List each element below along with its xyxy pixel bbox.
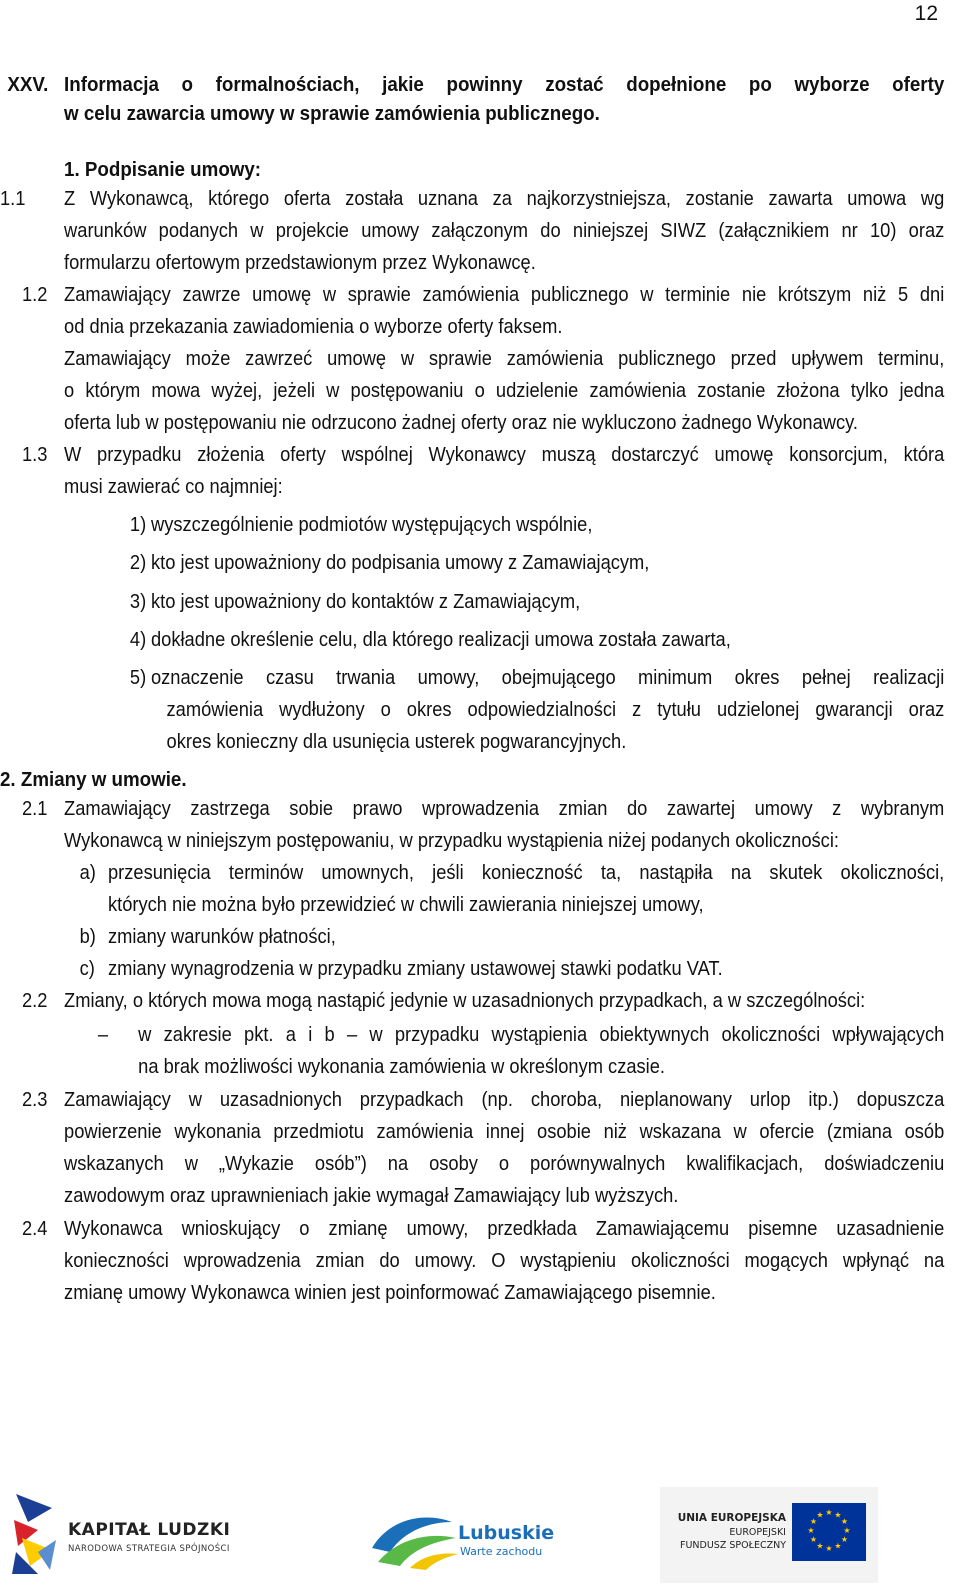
p-2-4-line-1: Wykonawca wnioskujący o zmianę umowy, przedkłada Zamawiającemu pisemne uzasadnienie xyxy=(64,1218,945,1240)
dash-line-1: w zakresie pkt. a i b – w przypadku wystąpienia obiektywnych okoliczności wpływających xyxy=(138,1024,945,1046)
p-1-2-line-5: oferta lub w postępowaniu nie odrzucono żadnej oferty oraz nie wykluczono żadnego Wykonawcy. xyxy=(64,412,859,434)
svg-text:★: ★ xyxy=(816,1541,824,1551)
num-2-2: 2.2 xyxy=(21,990,48,1012)
lubuskie-title: Lubuskie xyxy=(458,1522,555,1544)
svg-text:★: ★ xyxy=(840,1535,849,1544)
p-2-1-line-2: Wykonawcą w niniejszym postępowaniu, w przypadku wystąpienia niżej podanych okoliczności: xyxy=(64,830,839,852)
list-item-line-1: oznaczenie czasu trwania umowy, obejmującego minimum okres pełnej realizacji xyxy=(150,667,945,689)
heading-changes: 2. Zmiany w umowie. xyxy=(0,768,187,791)
list-letter: c) xyxy=(79,958,95,980)
list-item: wyszczególnienie podmiotów występujących wspólnie, xyxy=(150,514,593,536)
eu-line-3: FUNDUSZ SPOŁECZNY xyxy=(680,1540,786,1551)
list-item-line-2: zamówienia wydłużony o okres odpowiedzialności z tytułu udzielonej gwarancji oraz xyxy=(166,699,945,721)
p-1-1-line-2: warunków podanych w projekcie umowy załączonym do niniejszej SIWZ (załącznikiem nr 10) oraz xyxy=(64,220,945,242)
p-1-3-line-2: musi zawierać co najmniej: xyxy=(64,476,283,498)
list-num: 4) xyxy=(129,629,147,651)
p-2-4-line-3: zmianę umowy Wykonawca winien jest poinformować Zamawiającego pisemnie. xyxy=(64,1282,716,1304)
num-1-1: 1.1 xyxy=(0,188,26,210)
kapital-ludzki-star-icon xyxy=(8,1490,58,1576)
svg-text:★: ★ xyxy=(825,1544,833,1553)
lubuskie-subtitle: Warte zachodu xyxy=(460,1545,543,1558)
heading-signing: 1. Podpisanie umowy: xyxy=(64,158,262,181)
num-1-3: 1.3 xyxy=(21,444,48,466)
eu-title: UNIA EUROPEJSKA xyxy=(677,1512,786,1524)
svg-text:★: ★ xyxy=(816,1510,824,1520)
kapital-ludzki-subtitle: NARODOWA STRATEGIA SPÓJNOŚCI xyxy=(68,1544,230,1554)
list-item: dokładne określenie celu, dla którego realizacji umowa została zawarta, xyxy=(150,629,731,651)
num-2-1: 2.1 xyxy=(21,798,48,820)
svg-text:★: ★ xyxy=(825,1508,833,1517)
svg-text:★: ★ xyxy=(809,1535,818,1544)
section-title-line-1: Informacja o formalnościach, jakie powinny zostać dopełnione po wyborze oferty xyxy=(64,73,945,96)
eu-line-2: EUROPEJSKI xyxy=(729,1527,786,1538)
svg-text:★: ★ xyxy=(809,1517,818,1526)
eu-efs-logo xyxy=(660,1487,878,1583)
p-1-2-line-4: o którym mowa wyżej, jeżeli w postępowaniu o udzielenie zamówienia zostanie złożona tylko jedna xyxy=(64,380,945,402)
kapital-ludzki-logo xyxy=(8,1490,233,1580)
list-item-line-1: przesunięcia terminów umownych, jeśli konieczność ta, nastąpiła na skutek okoliczności, xyxy=(107,862,945,884)
list-item: zmiany warunków płatności, xyxy=(107,926,336,948)
p-2-1-line-1: Zamawiający zastrzega sobie prawo wprowadzenia zmian do zawartej umowy z wybranym xyxy=(64,798,945,820)
section-title-line-2: w celu zawarcia umowy w sprawie zamówienia publicznego. xyxy=(64,102,600,125)
svg-text:★: ★ xyxy=(843,1526,851,1535)
page-number: 12 xyxy=(914,2,938,25)
list-letter: b) xyxy=(79,926,96,948)
list-letter: a) xyxy=(79,862,96,884)
svg-text:★: ★ xyxy=(834,1541,842,1551)
list-num: 5) xyxy=(129,667,147,689)
list-num: 2) xyxy=(129,552,147,574)
list-num: 3) xyxy=(129,591,147,613)
p-2-4-line-2: konieczności wprowadzenia zmian do umowy. O wystąpieniu okoliczności mogących wpłynąć na xyxy=(64,1250,945,1272)
p-1-2-line-2: od dnia przekazania zawiadomienia o wyborze oferty faksem. xyxy=(64,316,563,338)
eu-flag-icon xyxy=(792,1503,866,1561)
list-item: kto jest upoważniony do kontaktów z Zamawiającym, xyxy=(150,591,581,613)
list-num: 1) xyxy=(129,514,147,536)
svg-text:★: ★ xyxy=(807,1526,815,1535)
p-2-3-line-4: zawodowym oraz uprawnieniach jakie wymagał Zamawiający lub wyższych. xyxy=(64,1185,679,1207)
svg-text:★: ★ xyxy=(840,1517,849,1526)
p-1-2-line-3: Zamawiający może zawrzeć umowę w sprawie zamówienia publicznego przed upływem terminu, xyxy=(64,348,945,370)
p-2-3-line-2: powierzenie wykonania przedmiotu zamówienia innej osobie niż wskazana w ofercie (zmiana osób xyxy=(64,1121,945,1143)
list-item: zmiany wynagrodzenia w przypadku zmiany ustawowej stawki podatku VAT. xyxy=(107,958,723,980)
kapital-ludzki-title: KAPITAŁ LUDZKI xyxy=(68,1520,231,1540)
p-2-3-line-1: Zamawiający w uzasadnionych przypadkach (np. choroba, nieplanowany urlop itp.) dopuszcza xyxy=(64,1089,945,1111)
p-1-1-line-1: Z Wykonawcą, którego oferta została uznana za najkorzystniejsza, zostanie zawarta umowa wg xyxy=(64,188,945,210)
section-label: XXV. xyxy=(7,73,49,96)
list-item-line-3: okres konieczny dla usunięcia usterek pogwarancyjnych. xyxy=(166,731,627,753)
lubuskie-wave-icon xyxy=(370,1508,460,1570)
p-1-1-line-3: formularzu ofertowym przedstawionym przez Wykonawcę. xyxy=(64,252,536,274)
num-1-2: 1.2 xyxy=(21,284,48,306)
dash-line-2: na brak możliwości wykonania zamówienia w określonym czasie. xyxy=(138,1056,666,1078)
dash-bullet: – xyxy=(97,1024,109,1046)
p-1-2-line-1: Zamawiający zawrze umowę w sprawie zamówienia publicznego w terminie nie krótszym niż 5 dni xyxy=(64,284,945,306)
num-2-4: 2.4 xyxy=(21,1218,48,1240)
p-1-3-line-1: W przypadku złożenia oferty wspólnej Wykonawcy muszą dostarczyć umowę konsorcjum, która xyxy=(64,444,945,466)
num-2-3: 2.3 xyxy=(21,1089,48,1111)
svg-text:★: ★ xyxy=(834,1510,842,1520)
lubuskie-logo xyxy=(370,1500,560,1580)
list-item-line-2: których nie można było przewidzieć w chwili zawierania niniejszej umowy, xyxy=(107,894,704,916)
footer-logos xyxy=(0,1475,960,1591)
p-2-3-line-3: wskazanych w „Wykazie osób”) na osoby o porównywalnych kwalifikacjach, doświadczeniu xyxy=(64,1153,945,1175)
p-2-2-line-1: Zmiany, o których mowa mogą nastąpić jedynie w uzasadnionych przypadkach, a w szczególności: xyxy=(64,990,866,1012)
list-item: kto jest upoważniony do podpisania umowy z Zamawiającym, xyxy=(150,552,650,574)
